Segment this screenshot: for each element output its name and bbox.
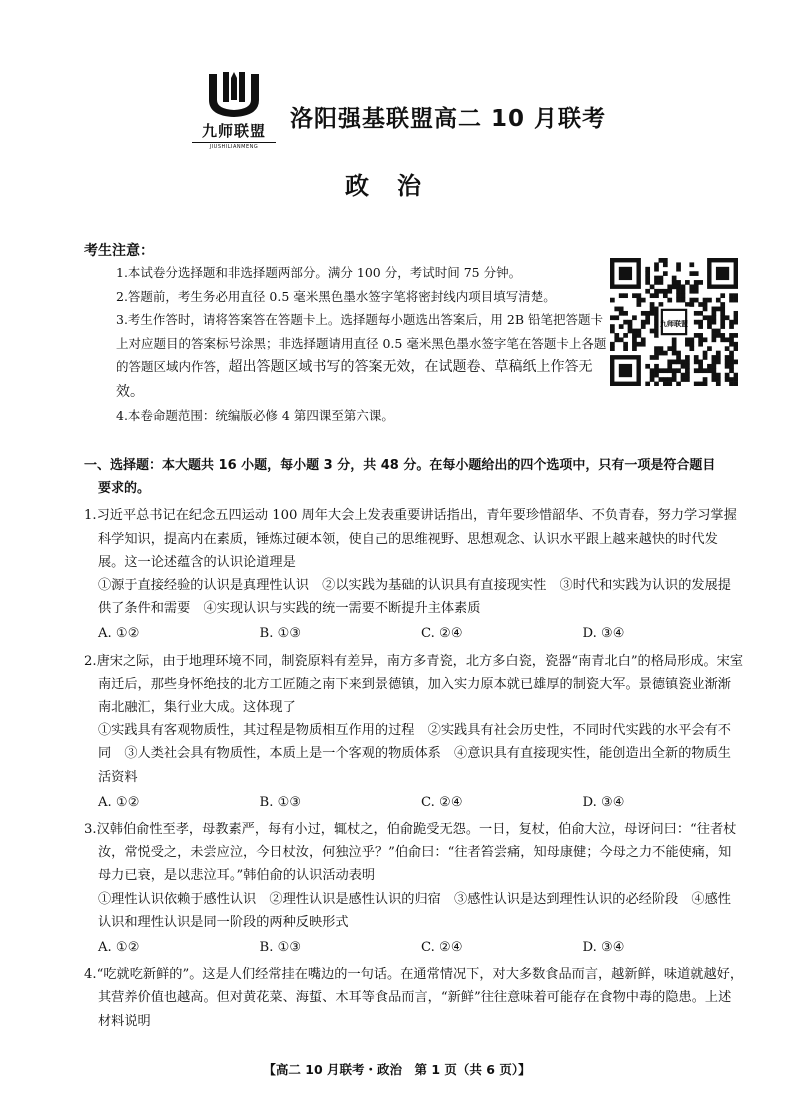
question-area xyxy=(84,454,744,1033)
option-d[interactable]: D. ③④ xyxy=(582,794,625,810)
logo xyxy=(186,70,282,162)
option-d[interactable]: D. ③④ xyxy=(582,940,625,956)
question xyxy=(84,818,744,959)
logo-emblem-icon xyxy=(205,70,263,120)
option-a[interactable]: A. ①② xyxy=(98,626,140,642)
question-options xyxy=(84,936,744,959)
option-b[interactable]: B. ①③ xyxy=(259,794,302,810)
notice-list xyxy=(116,261,611,428)
question xyxy=(84,963,744,1033)
question-options xyxy=(84,622,744,645)
subject-title: 政治 xyxy=(345,172,449,200)
option-b[interactable]: B. ①③ xyxy=(259,626,302,642)
notice-item-emphasis: 超出答题区域书写的答案无效，在试题卷、草稿纸上作答无效。 xyxy=(116,359,593,400)
page-footer: 【高二 10 月联考・政治 第 1 页（共 6 页）】 xyxy=(263,1062,531,1077)
option-b[interactable]: B. ①③ xyxy=(259,940,302,956)
qr-code[interactable] xyxy=(610,258,738,386)
qr-logo-text: 九师联盟 xyxy=(660,320,688,328)
section-title: 一、选择题：本大题共 16 小题，每小题 3 分，共 48 分。在每小题给出的四个选项中，只有一项是符合题目 xyxy=(84,458,716,473)
question-statements: ①源于直接经验的认识是真理性认识 ②以实践为基础的认识具有直接现实性 ③时代和实践为认识的发展提供了条件和需要 ④实现认识与实践的统一需要不断提升主体素质 xyxy=(98,578,731,617)
qr-code-icon xyxy=(610,258,738,386)
option-a[interactable]: A. ①② xyxy=(98,794,140,810)
notice-item-text: 3.考生作答时，请将答案答在答题卡上。选择题每小题选出答案后，用 2B 铅笔把答题卡上对应题目的答案标号涂黑；非选择题请用直径 0.5 毫米黑色墨水签字笔在答题卡上各题的答题区域内作答， xyxy=(116,312,607,374)
question-stem: 1.习近平总书记在纪念五四运动 100 周年大会上发表重要讲话指出，青年要珍惜韶华、不负青春，努力学习掌握科学知识，提高内在素质，锤炼过硬本领，使自己的思维视野、思想观念、认识水平跟上越来越快的时代发展。这一论述蕴含的认识论道理是 xyxy=(84,508,737,570)
notice-item: 1.本试卷分选择题和非选择题两部分。满分 100 分，考试时间 75 分钟。 xyxy=(116,265,522,280)
option-d[interactable]: D. ③④ xyxy=(582,626,625,642)
logo-pinyin: JIUSHILIANMENG xyxy=(192,142,276,150)
notice-item: 2.答题前，考生务必用直径 0.5 毫米黑色墨水签字笔将密封线内项目填写清楚。 xyxy=(116,288,556,304)
question xyxy=(84,504,744,645)
question-stem: 3.汉韩伯俞性至孝，母教素严，每有小过，辄杖之，伯俞跪受无怨。一日，复杖，伯俞大泣，母讶问曰：“往者杖汝，常悦受之，未尝应泣，今日杖汝，何独泣乎？”伯俞曰：“往者笞尝痛，知母康健；今母之力不能使痛，知母力已衰，是以悲泣耳。”韩伯俞的认识活动表明 xyxy=(84,822,737,884)
option-c[interactable]: C. ②④ xyxy=(421,626,463,642)
question xyxy=(84,650,744,814)
exam-title: 洛阳强基联盟高二 10 月联考 xyxy=(290,106,607,132)
option-c[interactable]: C. ②④ xyxy=(421,794,463,810)
option-c[interactable]: C. ②④ xyxy=(421,940,463,956)
option-a[interactable]: A. ①② xyxy=(98,940,140,956)
question-stem: 4.“吃就吃新鲜的”。这是人们经常挂在嘴边的一句话。在通常情况下，对大多数食品而言，越新鲜，味道就越好，其营养价值也越高。但对黄花菜、海蜇、木耳等食品而言，“新鲜”往往意味着可能存在食物中毒的隐患。上述材料说明 xyxy=(84,967,744,1029)
section-title-cont: 要求的。 xyxy=(98,481,151,497)
notice-item xyxy=(116,308,611,404)
section-heading xyxy=(84,454,744,500)
question-statements: ①理性认识依赖于感性认识 ②理性认识是感性认识的归宿 ③感性认识是达到理性认识的必经阶段 ④感性认识和理性认识是同一阶段的两种反映形式 xyxy=(98,891,731,930)
question-stem: 2.唐宋之际，由于地理环境不同，制瓷原料有差异，南方多青瓷，北方多白瓷，瓷器“南青北白”的格局形成。宋室南迁后，那些身怀绝技的北方工匠随之南下来到景德镇，加入实力原本就已雄厚的制瓷大军。景德镇瓷业渐渐南北融汇，集行业大成。这体现了 xyxy=(84,653,744,716)
question-options xyxy=(84,791,744,814)
logo-name: 九师联盟 xyxy=(201,122,266,140)
notice-item: 4.本卷命题范围：统编版必修 4 第四课至第六课。 xyxy=(116,408,394,423)
question-statements: ①实践具有客观物质性，其过程是物质相互作用的过程 ②实践具有社会历史性，不同时代实践的水平会有不同 ③人类社会具有物质性，本质上是一个客观的物质体系 ④意识具有直接现实性，能创造出全新的物质生活资料 xyxy=(98,723,731,785)
notice-title: 考生注意： xyxy=(84,243,154,259)
